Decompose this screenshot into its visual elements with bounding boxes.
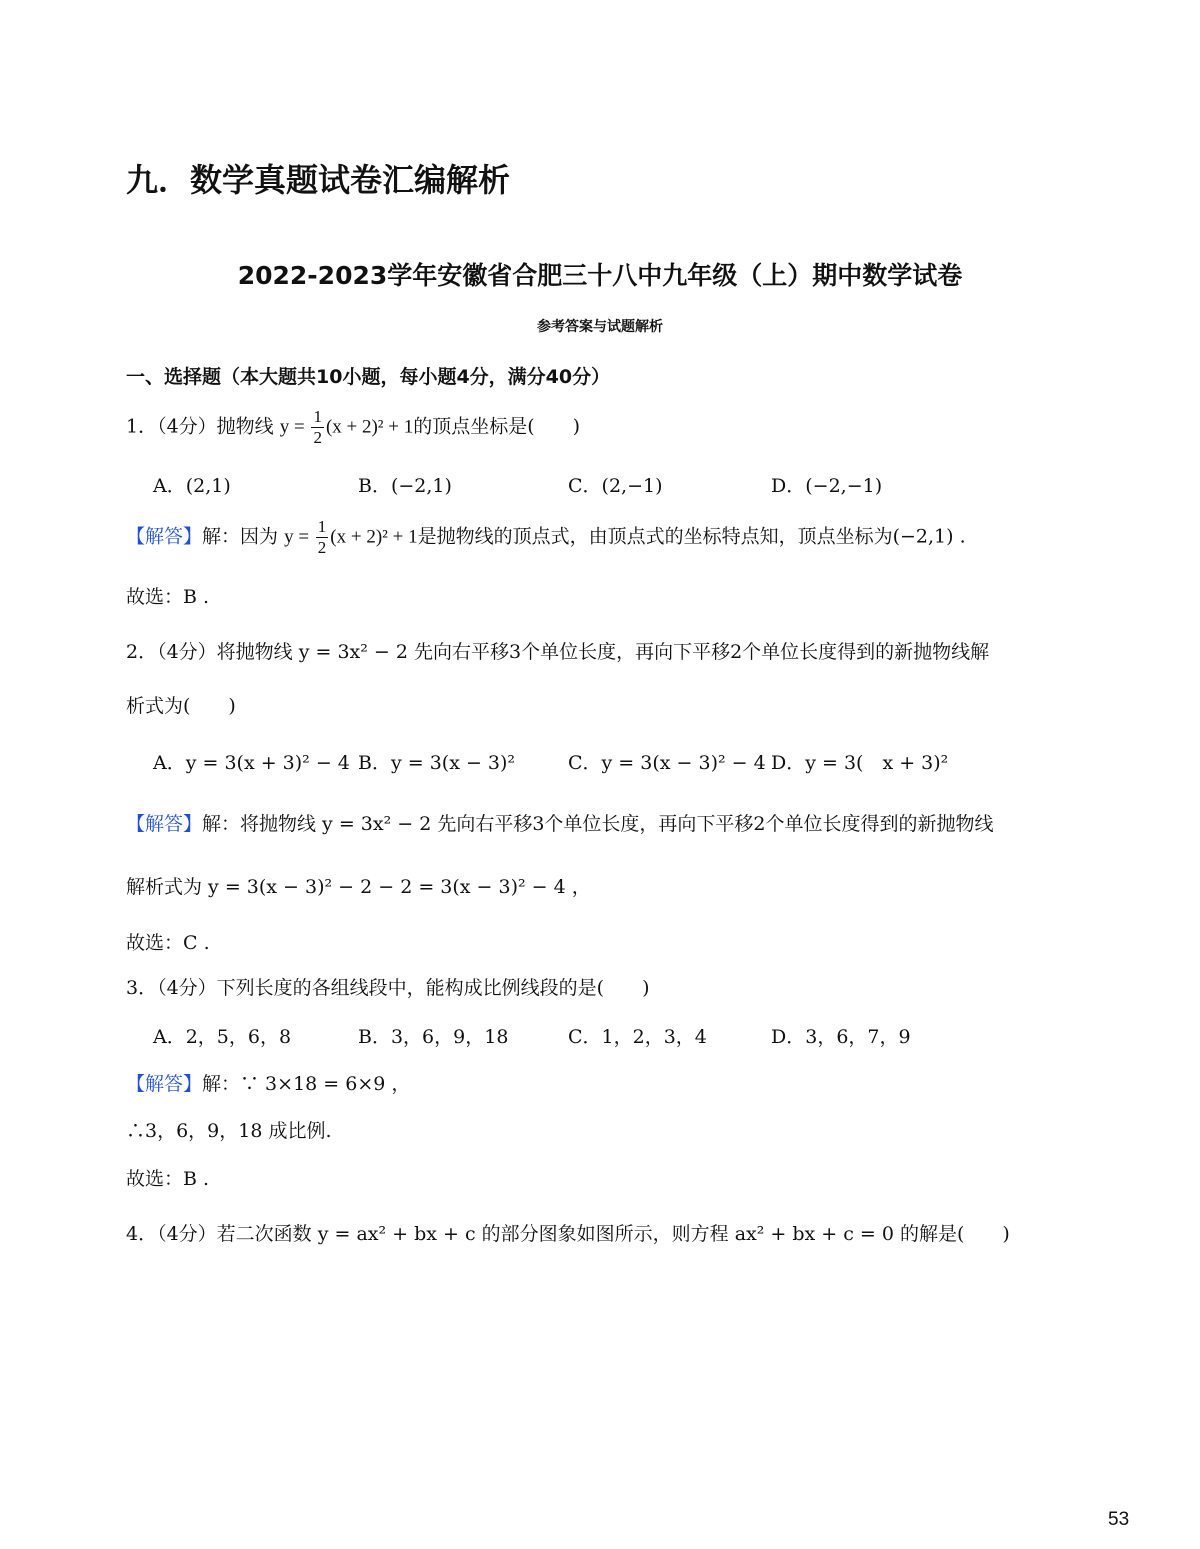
q1-solution-suffix: 是抛物线的顶点式，由顶点式的坐标特点知，顶点坐标为(−2,1) . [417, 525, 966, 548]
q1-eq-right: (x + 2)² + 1 [325, 416, 414, 438]
question-4: 4．（4分）若二次函数 y = ax² + bx + c 的部分图象如图所示，则方程 ax² + bx + c = 0 的解是( ) [126, 1223, 1010, 1245]
q2-option-d: D．y = 3( x + 3)² [771, 752, 949, 774]
q3-solution-line-1 [126, 1069, 410, 1096]
question-1 [126, 407, 580, 448]
q3-choice: 故选：B . [126, 1168, 210, 1190]
q1-solution-prefix: 解：因为 [202, 525, 285, 548]
answer-tag: 【解答】 [126, 1073, 203, 1095]
q2-solution-line-1 [126, 809, 994, 836]
q2-solution-line-2: 解析式为 y = 3(x − 3)² − 2 − 2 = 3(x − 3)² − 4 ， [126, 876, 591, 898]
exam-title: 2022-2023学年安徽省合肥三十八中九年级（上）期中数学试卷 [237, 261, 963, 290]
q1-solution [126, 517, 966, 558]
q3-option-d: D．3，6，7，9 [771, 1026, 911, 1048]
q1-prefix: 1．（4分）抛物线 [126, 415, 280, 438]
question-2-line-1: 2．（4分）将抛物线 y = 3x² − 2 先向右平移3个单位长度，再向下平移2个单位长度得到的新抛物线解 [126, 641, 990, 663]
question-2-line-2: 析式为( ) [126, 695, 236, 717]
q3-option-c: C．1，2，3，4 [568, 1026, 707, 1048]
q1-solution-eq-left: y = [284, 526, 314, 548]
q1-frac-den: 2 [313, 428, 322, 447]
page-number: 53 [1108, 1509, 1130, 1530]
answer-tag: 【解答】 [126, 813, 203, 835]
subtitle: 参考答案与试题解析 [537, 319, 663, 335]
q1-fraction [311, 407, 324, 448]
q2-choice: 故选：C . [126, 932, 210, 954]
q2-option-c: C．y = 3(x − 3)² − 4 [568, 752, 766, 774]
section-heading: 一、选择题（本大题共10小题，每小题4分，满分40分） [126, 366, 611, 388]
q1-option-c: C．(2,−1) [568, 475, 663, 497]
q1-solution-frac-den: 2 [317, 538, 327, 557]
q1-choice: 故选：B . [126, 586, 210, 608]
q1-suffix: 的顶点坐标是( ) [413, 415, 581, 438]
q3-option-b: B．3，6，9，18 [358, 1026, 509, 1048]
q3-option-a: A．2，5，6，8 [153, 1026, 292, 1048]
q1-frac-num: 1 [313, 407, 322, 426]
q1-option-a: A．(2,1) [153, 475, 231, 497]
q1-solution-frac-num: 1 [317, 517, 327, 536]
answer-tag: 【解答】 [126, 525, 203, 548]
q1-option-b: B．(−2,1) [358, 475, 452, 497]
q1-solution-eq-right: (x + 2)² + 1 [330, 526, 418, 548]
q1-eq-left: y = [279, 416, 310, 438]
q1-solution-fraction [316, 517, 329, 558]
q3-solution-line-2: ∴3，6，9，18 成比例. [126, 1120, 332, 1142]
chapter-heading: 九．数学真题试卷汇编解析 [126, 161, 511, 199]
question-3: 3．（4分）下列长度的各组线段中，能构成比例线段的是( ) [126, 977, 650, 999]
q1-option-d: D．(−2,−1) [771, 475, 883, 497]
q2-solution-text-1: 解：将抛物线 y = 3x² − 2 先向右平移3个单位长度，再向下平移2个单位长度得到的新抛物线 [202, 813, 994, 835]
q3-solution-text-1: 解：∵ 3×18 = 6×9 ， [202, 1073, 411, 1095]
q2-option-a: A．y = 3(x + 3)² − 4 [153, 752, 350, 774]
q2-option-b: B．y = 3(x − 3)² [358, 752, 516, 774]
